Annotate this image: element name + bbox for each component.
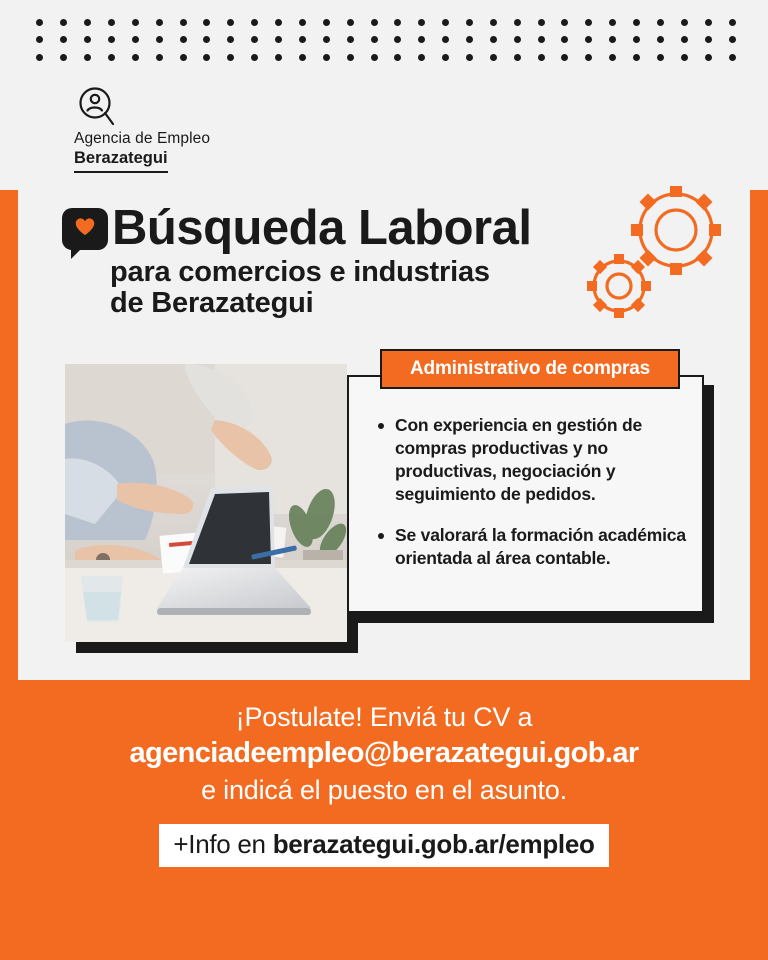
dot-pattern-icon: [28, 14, 744, 66]
cta-line-3: e indicá el puesto en el asunto.: [201, 775, 567, 805]
contact-email[interactable]: agenciadeempleo@berazategui.gob.ar: [129, 737, 639, 769]
heart-icon: [74, 217, 96, 242]
page-subtitle-line1: para comercios e industrias: [110, 256, 490, 288]
agency-name-line2: Berazategui: [74, 149, 168, 173]
bullet-dot-icon: [378, 533, 384, 539]
speech-bubble: [62, 208, 108, 250]
cta-line-1: ¡Postulate! Enviá tu CV a: [235, 702, 533, 732]
list-item: [378, 414, 694, 506]
more-info-box[interactable]: [159, 824, 608, 867]
person-in-circle-icon: [74, 86, 118, 126]
job-position-badge: Administrativo de compras: [380, 349, 680, 389]
bullet-dot-icon: [378, 423, 384, 429]
requirement-text: Con experiencia en gestión de compras productivas y no productivas, negociación y seguimiento de pedidos.: [395, 415, 643, 504]
headline: [62, 202, 622, 320]
requirement-text: Se valorará la formación académica orientada al área contable.: [395, 525, 686, 568]
agency-name-line1: Agencia de Empleo: [74, 130, 211, 147]
more-info-prefix: +Info en: [173, 829, 266, 859]
job-requirements-list: [378, 414, 694, 588]
agency-logo: [74, 86, 334, 173]
workplace-photo: [65, 364, 347, 642]
page-title: Búsqueda Laboral: [112, 201, 532, 255]
footer: [0, 700, 768, 867]
list-item: [378, 524, 694, 570]
page-subtitle-line2: de Berazategui: [110, 287, 314, 319]
more-info-website[interactable]: berazategui.gob.ar/empleo: [272, 829, 595, 859]
